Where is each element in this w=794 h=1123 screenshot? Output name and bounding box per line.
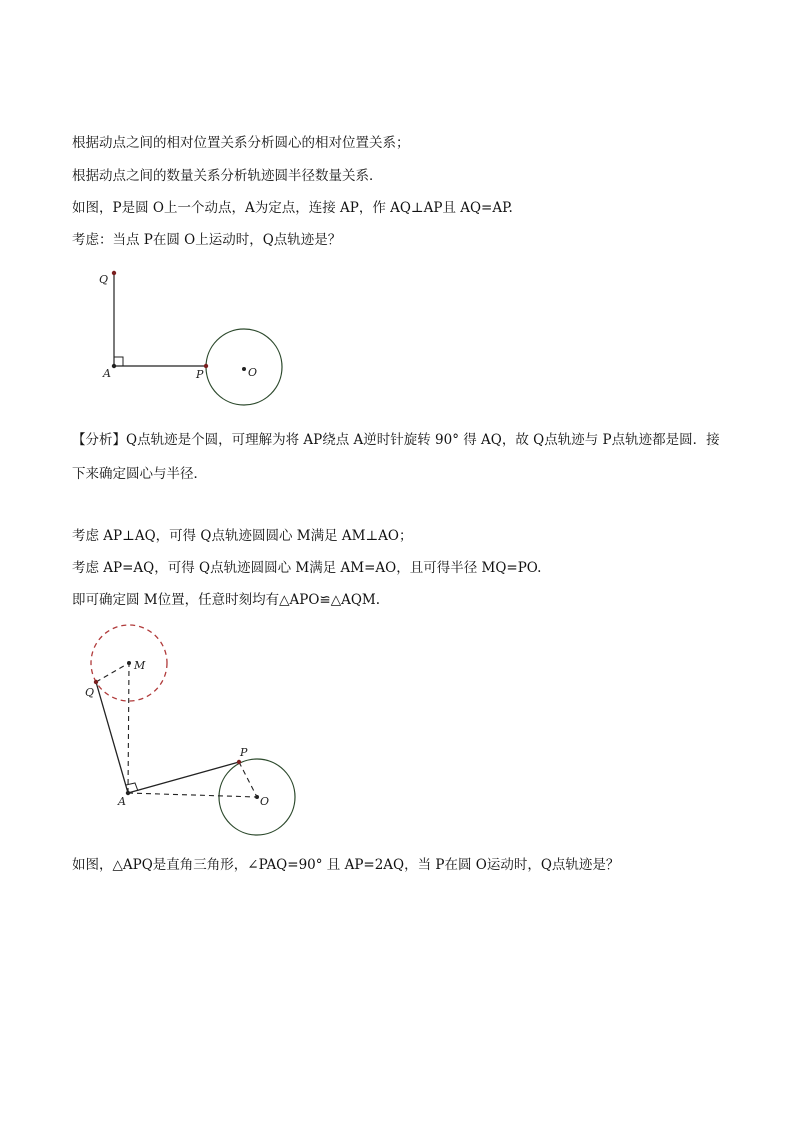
label-q: Q bbox=[99, 273, 109, 286]
point-q bbox=[94, 680, 98, 684]
text-line-7: 即可确定圆 M位置，任意时刻均有△APO≌△AQM. bbox=[72, 592, 381, 608]
point-p bbox=[237, 760, 241, 764]
segment-ao bbox=[128, 793, 257, 797]
segment-am bbox=[128, 663, 129, 793]
label-p: P bbox=[240, 746, 248, 759]
segment-aq bbox=[96, 682, 128, 793]
label-m: M bbox=[134, 659, 146, 672]
label-o: O bbox=[260, 795, 270, 808]
point-o bbox=[255, 795, 259, 799]
label-p: P bbox=[196, 368, 204, 381]
label-a: A bbox=[103, 367, 111, 380]
segment-qm bbox=[96, 663, 129, 682]
analysis-line-1: 【分析】Q点轨迹是个圆，可理解为将 AP绕点 A逆时针旋转 90° 得 AQ，故 Q点轨迹与 P点轨迹都是圆．接 bbox=[72, 432, 720, 448]
text-line-2: 根据动点之间的数量关系分析轨迹圆半径数量关系． bbox=[72, 168, 383, 184]
text-line-8: 如图，△APQ是直角三角形，∠PAQ=90° 且 AP=2AQ，当 P在圆 O运动时，Q点轨迹是？ bbox=[72, 857, 620, 873]
text-line-4: 考虑：当点 P在圆 O上运动时，Q点轨迹是？ bbox=[72, 232, 342, 248]
text-line-6: 考虑 AP=AQ，可得 Q点轨迹圆圆心 M满足 AM=AO，且可得半径 MQ=PO. bbox=[72, 560, 542, 576]
text-line-3: 如图，P是圆 O上一个动点，A为定点，连接 AP，作 AQ⊥AP且 AQ=AP. bbox=[72, 200, 513, 216]
text-line-1: 根据动点之间的相对位置关系分析圆心的相对位置关系； bbox=[72, 135, 410, 151]
label-o: O bbox=[248, 366, 258, 379]
label-q: Q bbox=[85, 686, 95, 699]
segment-ap bbox=[128, 762, 239, 793]
analysis-line-2: 下来确定圆心与半径． bbox=[72, 466, 207, 482]
segment-po bbox=[239, 762, 257, 797]
point-a bbox=[126, 791, 130, 795]
point-m bbox=[127, 661, 131, 665]
text-line-5: 考虑 AP⊥AQ，可得 Q点轨迹圆圆心 M满足 AM⊥AO； bbox=[72, 528, 413, 544]
label-a: A bbox=[118, 795, 126, 808]
